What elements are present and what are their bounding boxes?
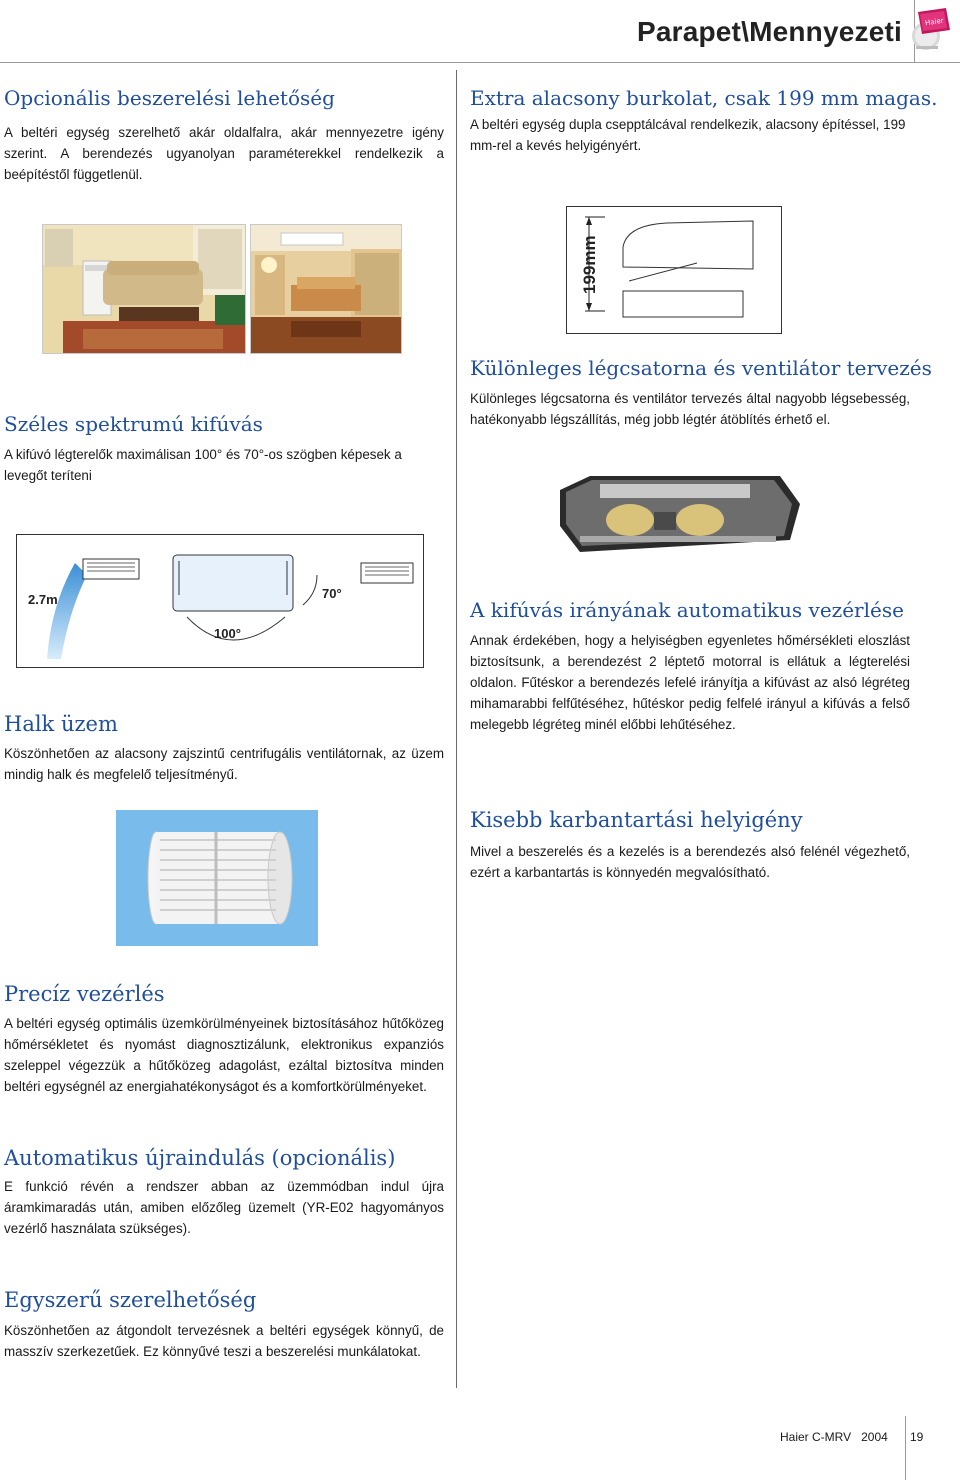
text-auto-direction: Annak érdekében, hogy a helyiségben egyenletes hőmérsékleti eloszlást biztosítsunk, a berendezést 2 léptető motorral is ellátuk a légterelési oldalon. Fűtéskor a berendezés lefelé irányítja a kifúvást az alsó légréteg mihamarabbi felfűtéséhez, hűtéskor pedig felfelé irányul a kifúvás a felső melegebb légréteg minél előbbi lehűtéséhez. bbox=[470, 633, 910, 732]
text-duct: Különleges légcsatorna és ventilátor tervezés által nagyobb légsebesség, hatékonyabb légszállítás, még jobb légtér átöblítés érhető el. bbox=[470, 391, 910, 427]
column-divider bbox=[456, 70, 457, 1388]
ceiling-unit-room-photo bbox=[250, 224, 402, 354]
svg-text:Haier: Haier bbox=[924, 16, 945, 28]
heading-auto-direction: A kifúvás irányának automatikus vezérlése bbox=[470, 598, 904, 622]
text-restart: E funkció révén a rendszer abban az üzemmódban indul újra áramkimaradás után, amiben előzőleg üzemelt (YR-E02 hagyományos vezérlő használata szükséges). bbox=[4, 1179, 444, 1236]
height-label: 199mm bbox=[580, 235, 599, 294]
text-easy-install: Köszönhetően az átgondolt tervezésnek a beltéri egységek könnyű, de masszív szerkezetűek. Ez könnyűvé teszi a beszerelési munkálatokat. bbox=[4, 1323, 444, 1359]
angle-narrow-label: 70° bbox=[322, 586, 342, 601]
header-rule bbox=[0, 62, 960, 63]
footer-divider bbox=[905, 1416, 906, 1480]
living-room-photo bbox=[42, 224, 246, 354]
text-optional: A beltéri egység szerelhető akár oldalfalra, akár mennyezetre igény szerint. A berendezés ugyanolyan paraméterekkel rendelkezik a beépítéstől függetlenül. bbox=[4, 125, 444, 182]
angle-wide-label: 100° bbox=[214, 626, 241, 641]
room-height-label: 2.7m bbox=[28, 592, 58, 607]
text-wide: A kifúvó légterelők maximálisan 100° és 70°-os szögben képesek a levegőt teríteni bbox=[4, 447, 402, 483]
heading-quiet: Halk üzem bbox=[4, 712, 118, 736]
text-maintenance: Mivel a beszerelés és a kezelés is a berendezés alsó felénél végezhető, ezért a karbantartás is könnyedén megvalósítható. bbox=[470, 844, 910, 880]
page-title: Parapet\Mennyezeti bbox=[636, 16, 902, 47]
page-number: 19 bbox=[910, 1430, 924, 1444]
heading-easy-install: Egyszerű szerelhetőség bbox=[4, 1288, 257, 1312]
heading-maintenance: Kisebb karbantartási helyigény bbox=[470, 808, 803, 832]
heading-extra-low: Extra alacsony burkolat, csak 199 mm magas. bbox=[470, 86, 938, 110]
heading-duct: Különleges légcsatorna és ventilátor tervezés bbox=[470, 356, 932, 380]
footer-brand-year: Haier C-MRV 2004 bbox=[780, 1430, 888, 1444]
text-extra-low: A beltéri egység dupla csepptálcával rendelkezik, alacsony építéssel, 199 mm-rel a kevés helyigényért. bbox=[470, 117, 906, 153]
heading-restart: Automatikus újraindulás (opcionális) bbox=[4, 1146, 396, 1170]
heading-precise: Precíz vezérlés bbox=[4, 982, 165, 1006]
airflow-angle-diagram bbox=[16, 534, 424, 668]
text-precise: A beltéri egység optimális üzemkörülményeinek biztosításához hűtőközeg hőmérsékletet és nyomást diagnosztizálunk, elektronikus expanziós szeleppel végezzük a hűtőközeg adagolást, ezáltal biztosítva minden beltéri egységnél az energiahatékonyságot és a komfortkörülményeket. bbox=[4, 1016, 444, 1094]
heading-optional: Opcionális beszerelési lehetőség bbox=[4, 86, 335, 110]
centrifugal-fan-photo bbox=[116, 810, 318, 946]
haier-logo bbox=[906, 6, 952, 52]
heading-wide: Széles spektrumú kifúvás bbox=[4, 412, 263, 436]
duct-fan-photo bbox=[560, 470, 800, 560]
text-quiet: Köszönhetően az alacsony zajszintű centrifugális ventilátornak, az üzem mindig halk és megfelelő teljesítményű. bbox=[4, 746, 444, 782]
